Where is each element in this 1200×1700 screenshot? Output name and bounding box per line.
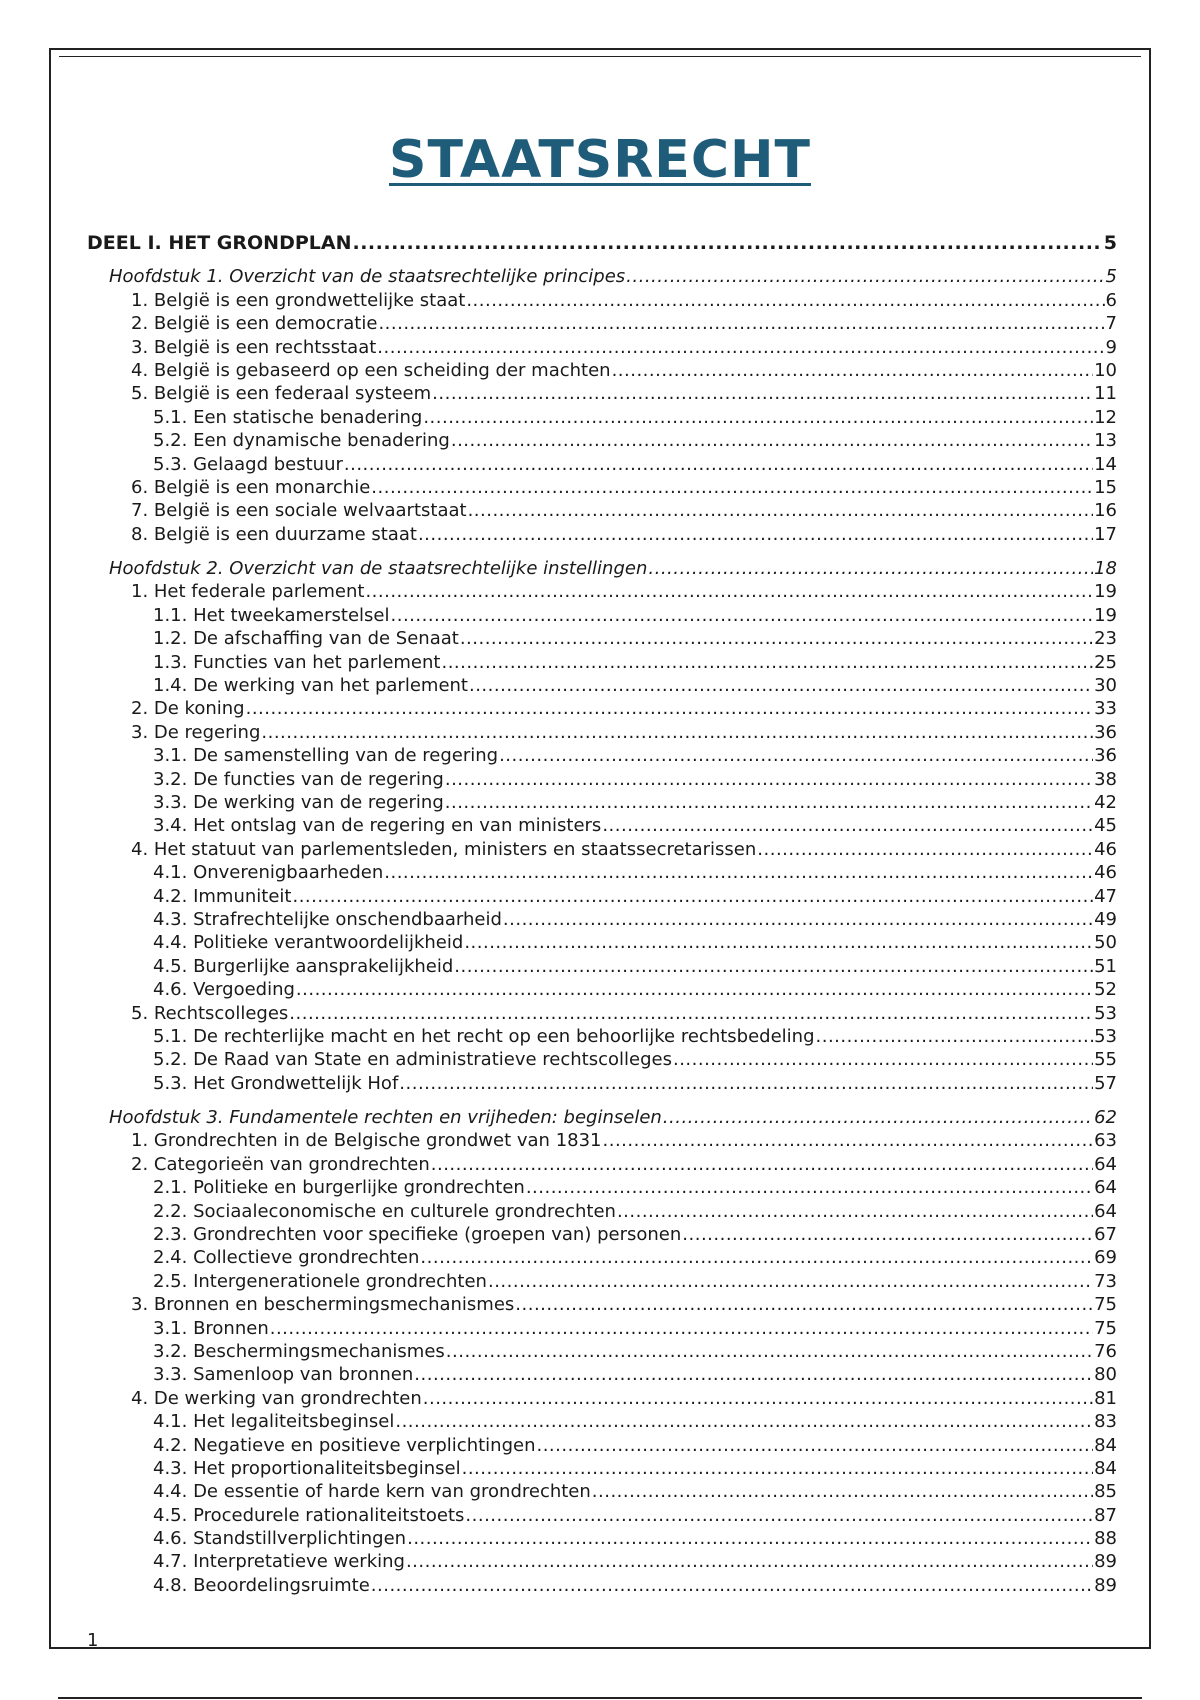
toc-subsection[interactable] [87,1246,1117,1269]
toc-leader [602,814,1093,837]
document-title-text: STAATSRECHT [389,130,811,190]
toc-leader [465,1504,1093,1527]
toc-entry-label: 5.1. Een statische benadering [153,406,423,428]
toc-entry-label: 2.3. Grondrechten voor specifieke (groepen van) personen [153,1224,682,1246]
toc-leader [663,1106,1093,1129]
toc-entry-page: 47 [1094,885,1117,907]
toc-entry-label: 5.3. Gelaagd bestuur [153,453,343,475]
toc-entry-label: 6. België is een monarchie [131,476,371,498]
toc-entry-label: 2.4. Collectieve grondrechten [153,1247,420,1269]
toc-chapter[interactable] [87,1106,1117,1129]
toc-entry-label: 4.4. De essentie of harde kern van grondrechten [153,1481,591,1503]
toc-entry-page: 67 [1094,1224,1117,1246]
toc-part-page: 5 [1103,232,1117,254]
toc-entry-page: 88 [1094,1528,1117,1550]
toc-entry-label: 3.2. De functies van de regering [153,768,444,790]
toc-leader [648,557,1093,580]
toc-entry-label: 2. De koning [131,698,245,720]
toc-leader [423,406,1093,429]
toc-entry-page: 16 [1094,500,1117,522]
toc-leader [270,1317,1093,1340]
toc-entry-label: 4.3. Het proportionaliteitsbeginsel [153,1457,461,1479]
toc-entry-label: 1. Grondrechten in de Belgische grondwet van 1831 [131,1130,602,1152]
toc-subsection[interactable] [87,1340,1117,1363]
toc-entry-page: 13 [1094,430,1117,452]
toc-leader [816,1025,1094,1048]
toc-subsection[interactable] [87,885,1117,908]
toc-leader [515,1293,1093,1316]
toc-entry-label: 4.5. Procedurele rationaliteitstoets [153,1504,465,1526]
toc-leader [377,336,1104,359]
toc-leader [536,1434,1093,1457]
toc-entry-label: 4. De werking van grondrechten [131,1387,422,1409]
toc-entry-page: 36 [1094,721,1117,743]
toc-section[interactable] [87,580,1117,603]
toc-leader [499,744,1093,767]
toc-entry-page: 80 [1094,1364,1117,1386]
toc-chapter-page: 5 [1105,266,1117,288]
toc-entry-page: 83 [1094,1411,1117,1433]
toc-entry-label: 2. Categorieën van grondrechten [131,1153,430,1175]
toc-entry-label: 3.1. De samenstelling van de regering [153,745,499,767]
toc-entry-page: 50 [1094,932,1117,954]
toc-leader [365,580,1093,603]
toc-subsection[interactable] [87,674,1117,697]
toc-subsection[interactable] [87,1527,1117,1550]
toc-entry-label: 3.2. Beschermingsmechanismes [153,1340,445,1362]
toc-entry-page: 85 [1094,1481,1117,1503]
toc-entry-label: 3. België is een rechtsstaat [131,336,377,358]
toc-subsection[interactable] [87,814,1117,837]
toc-leader [420,1246,1093,1269]
toc-entry-label: 4.4. Politieke verantwoordelijkheid [153,932,464,954]
toc-leader [371,476,1093,499]
toc-entry-page: 9 [1105,336,1117,358]
toc-entry-label: 1.1. Het tweekamerstelsel [153,604,390,626]
toc-leader [418,523,1093,546]
toc-subsection[interactable] [87,1025,1117,1048]
toc-entry-label: 1.4. De werking van het parlement [153,675,468,697]
toc-entry-page: 12 [1094,406,1117,428]
toc-entry-page: 89 [1094,1574,1117,1596]
toc-leader [395,1410,1093,1433]
toc-section[interactable] [87,336,1117,359]
toc-section[interactable] [87,697,1117,720]
toc-entry-page: 45 [1094,815,1117,837]
toc-entry-label: 4.7. Interpretatieve werking [153,1551,405,1573]
toc-leader [289,1002,1093,1025]
toc-entry-page: 36 [1094,745,1117,767]
toc-section[interactable] [87,721,1117,744]
toc-subsection[interactable] [87,908,1117,931]
toc-section[interactable] [87,476,1117,499]
page-number: 1 [87,1630,99,1651]
toc-section[interactable] [87,312,1117,335]
toc-section[interactable] [87,359,1117,382]
toc-section[interactable] [87,523,1117,546]
toc-entry-label: 4. België is gebaseerd op een scheiding der machten [131,359,611,381]
toc-leader [603,1129,1094,1152]
toc-entry-label: 4.1. Het legaliteitsbeginsel [153,1411,395,1433]
toc-leader [261,721,1093,744]
toc-entry-label: 5.3. Het Grondwettelijk Hof [153,1072,399,1094]
toc-entry-label: 3. De regering [131,721,261,743]
toc-leader [441,651,1093,674]
toc-subsection[interactable] [87,1270,1117,1293]
toc-leader [296,978,1093,1001]
toc-entry-label: 5.2. Een dynamische benadering [153,430,450,452]
toc-section[interactable] [87,1387,1117,1410]
toc-part-label: DEEL I. HET GRONDPLAN [87,232,352,254]
toc-subsection[interactable] [87,955,1117,978]
toc-subsection[interactable] [87,1550,1117,1573]
toc-entry-page: 57 [1094,1072,1117,1094]
toc-subsection[interactable] [87,1317,1117,1340]
toc-entry-page: 14 [1094,453,1117,475]
toc-entry-page: 17 [1094,523,1117,545]
toc-leader [503,908,1093,931]
toc-subsection[interactable] [87,1457,1117,1480]
toc-entry-label: 1.2. De afschaffing van de Senaat [153,628,459,650]
toc-subsection[interactable] [87,604,1117,627]
toc-entry-page: 63 [1094,1130,1117,1152]
toc-entry-page: 7 [1105,313,1117,335]
toc-subsection[interactable] [87,744,1117,767]
toc-entry-page: 53 [1094,1025,1117,1047]
toc-leader [757,838,1093,861]
toc-chapter[interactable] [87,265,1117,288]
toc-entry-page: 23 [1094,628,1117,650]
toc-leader [617,1200,1093,1223]
toc-entry-label: 2.1. Politieke en burgerlijke grondrechten [153,1177,525,1199]
toc-entry-label: 4.3. Strafrechtelijke onschendbaarheid [153,908,502,930]
toc-entry-label: 4.6. Vergoeding [153,979,295,1001]
toc-entry-label: 3.1. Bronnen [153,1317,269,1339]
toc-subsection[interactable] [87,1410,1117,1433]
toc-entry-page: 10 [1094,359,1117,381]
toc-leader [446,1340,1093,1363]
toc-entry-page: 42 [1094,791,1117,813]
toc-entry-page: 46 [1094,838,1117,860]
toc-entry-page: 30 [1094,675,1117,697]
toc-entry-label: 3.3. Samenloop van bronnen [153,1364,414,1386]
toc-chapters [87,265,1117,1597]
toc-subsection[interactable] [87,1072,1117,1095]
toc-entry-page: 53 [1094,1002,1117,1024]
toc-leader [468,499,1094,522]
toc-subsection[interactable] [87,768,1117,791]
toc-entry-label: 3.4. Het ontslag van de regering en van ministers [153,815,602,837]
toc-entry-page: 73 [1094,1270,1117,1292]
toc-section[interactable] [87,289,1117,312]
toc-entry-label: 1. Het federale parlement [131,581,365,603]
toc-entry-page: 15 [1094,476,1117,498]
toc-leader [407,1527,1093,1550]
toc-leader [414,1363,1093,1386]
toc-entry-label: 2.5. Intergenerationele grondrechten [153,1270,487,1292]
toc-entry-page: 19 [1094,581,1117,603]
toc-leader [353,232,1103,255]
toc-entry-label: 1. België is een grondwettelijke staat [131,289,466,311]
toc-entry-page: 87 [1094,1504,1117,1526]
table-of-contents [87,232,1117,1597]
toc-leader [451,429,1093,452]
toc-entry-page: 49 [1094,908,1117,930]
toc-leader [423,1387,1093,1410]
next-page-edge [58,1697,1142,1699]
toc-entry-page: 11 [1094,383,1117,405]
toc-chapter-page: 18 [1094,558,1117,580]
toc-entry-page: 25 [1094,651,1117,673]
top-rule [59,56,1141,57]
toc-subsection[interactable] [87,453,1117,476]
toc-subsection[interactable] [87,651,1117,674]
toc-entry-label: 4. Het statuut van parlementsleden, ministers en staatssecretarissen [131,838,757,860]
toc-leader [445,791,1093,814]
toc-entry-page: 6 [1105,289,1117,311]
toc-leader [612,359,1094,382]
document-title [51,130,1149,190]
toc-entry-label: 2. België is een democratie [131,313,378,335]
toc-entry-label: 4.5. Burgerlijke aansprakelijkheid [153,955,454,977]
toc-entry-page: 75 [1094,1317,1117,1339]
toc-entry-label: 3. Bronnen en beschermingsmechanismes [131,1294,515,1316]
toc-chapter-label: Hoofdstuk 2. Overzicht van de staatsrechtelijke instellingen [109,558,648,580]
toc-section[interactable] [87,382,1117,405]
toc-subsection[interactable] [87,1574,1117,1597]
toc-subsection[interactable] [87,1200,1117,1223]
toc-leader [526,1176,1093,1199]
toc-leader [673,1048,1093,1071]
toc-section[interactable] [87,1002,1117,1025]
toc-entry-page: 55 [1094,1049,1117,1071]
toc-entry-label: 5. Rechtscolleges [131,1002,289,1024]
toc-leader [469,674,1093,697]
toc-leader [592,1480,1093,1503]
toc-entry-label: 4.2. Immuniteit [153,885,292,907]
toc-entry-label: 8. België is een duurzame staat [131,523,417,545]
toc-section[interactable] [87,1293,1117,1316]
toc-leader [384,861,1093,884]
toc-entry-label: 4.2. Negatieve en positieve verplichtingen [153,1434,536,1456]
toc-subsection[interactable] [87,1504,1117,1527]
toc-entry-page: 81 [1094,1387,1117,1409]
toc-entry-label: 4.6. Standstillverplichtingen [153,1528,407,1550]
toc-entry-page: 84 [1094,1457,1117,1479]
toc-entry-page: 89 [1094,1551,1117,1573]
toc-leader [431,1153,1093,1176]
toc-subsection[interactable] [87,978,1117,1001]
toc-entry-page: 84 [1094,1434,1117,1456]
toc-entry-label: 5.1. De rechterlijke macht en het recht op een behoorlijke rechtsbedeling [153,1025,815,1047]
toc-entry-page: 46 [1094,862,1117,884]
toc-leader [682,1223,1093,1246]
toc-entry-label: 5.2. De Raad van State en administratieve rechtscolleges [153,1049,672,1071]
toc-subsection[interactable] [87,627,1117,650]
toc-leader [246,697,1094,720]
toc-entry-page: 38 [1094,768,1117,790]
toc-leader [454,955,1093,978]
toc-leader [344,453,1093,476]
toc-chapter-label: Hoofdstuk 1. Overzicht van de staatsrechtelijke principes [109,266,626,288]
toc-section[interactable] [87,1129,1117,1152]
toc-subsection[interactable] [87,1048,1117,1071]
toc-leader [464,931,1093,954]
toc-entry-label: 1.3. Functies van het parlement [153,651,441,673]
toc-leader [371,1574,1093,1597]
page-frame [49,48,1151,1649]
toc-leader [292,885,1093,908]
toc-entry-page: 64 [1094,1200,1117,1222]
toc-entry-page: 75 [1094,1294,1117,1316]
toc-entry-label: 5. België is een federaal systeem [131,383,432,405]
toc-subsection[interactable] [87,1480,1117,1503]
toc-leader [626,265,1104,288]
toc-subsection[interactable] [87,406,1117,429]
toc-part[interactable] [87,232,1117,255]
toc-section[interactable] [87,838,1117,861]
toc-subsection[interactable] [87,791,1117,814]
toc-entry-label: 3.3. De werking van de regering [153,791,444,813]
toc-entry-page: 33 [1094,698,1117,720]
toc-entry-page: 64 [1094,1153,1117,1175]
toc-entry-page: 19 [1094,604,1117,626]
toc-entry-label: 4.8. Beoordelingsruimte [153,1574,370,1596]
toc-leader [378,312,1104,335]
toc-entry-page: 69 [1094,1247,1117,1269]
toc-entry-page: 64 [1094,1177,1117,1199]
toc-leader [399,1072,1093,1095]
toc-leader [391,604,1094,627]
toc-entry-label: 2.2. Sociaaleconomische en culturele grondrechten [153,1200,616,1222]
toc-leader [466,289,1104,312]
toc-chapter-page: 62 [1094,1107,1117,1129]
toc-entry-label: 4.1. Onverenigbaarheden [153,862,384,884]
toc-subsection[interactable] [87,429,1117,452]
toc-subsection[interactable] [87,861,1117,884]
toc-subsection[interactable] [87,931,1117,954]
toc-subsection[interactable] [87,1363,1117,1386]
toc-entry-page: 52 [1094,979,1117,1001]
toc-chapter-label: Hoofdstuk 3. Fundamentele rechten en vrijheden: beginselen [109,1107,662,1129]
toc-subsection[interactable] [87,1434,1117,1457]
toc-entry-page: 76 [1094,1340,1117,1362]
toc-leader [445,768,1093,791]
toc-leader [406,1550,1093,1573]
toc-leader [432,382,1093,405]
toc-leader [462,1457,1093,1480]
toc-entry-page: 51 [1094,955,1117,977]
toc-section[interactable] [87,499,1117,522]
toc-subsection[interactable] [87,1223,1117,1246]
toc-leader [488,1270,1093,1293]
toc-chapter[interactable] [87,557,1117,580]
toc-subsection[interactable] [87,1176,1117,1199]
toc-entry-label: 7. België is een sociale welvaartstaat [131,500,467,522]
toc-section[interactable] [87,1153,1117,1176]
toc-leader [460,627,1093,650]
